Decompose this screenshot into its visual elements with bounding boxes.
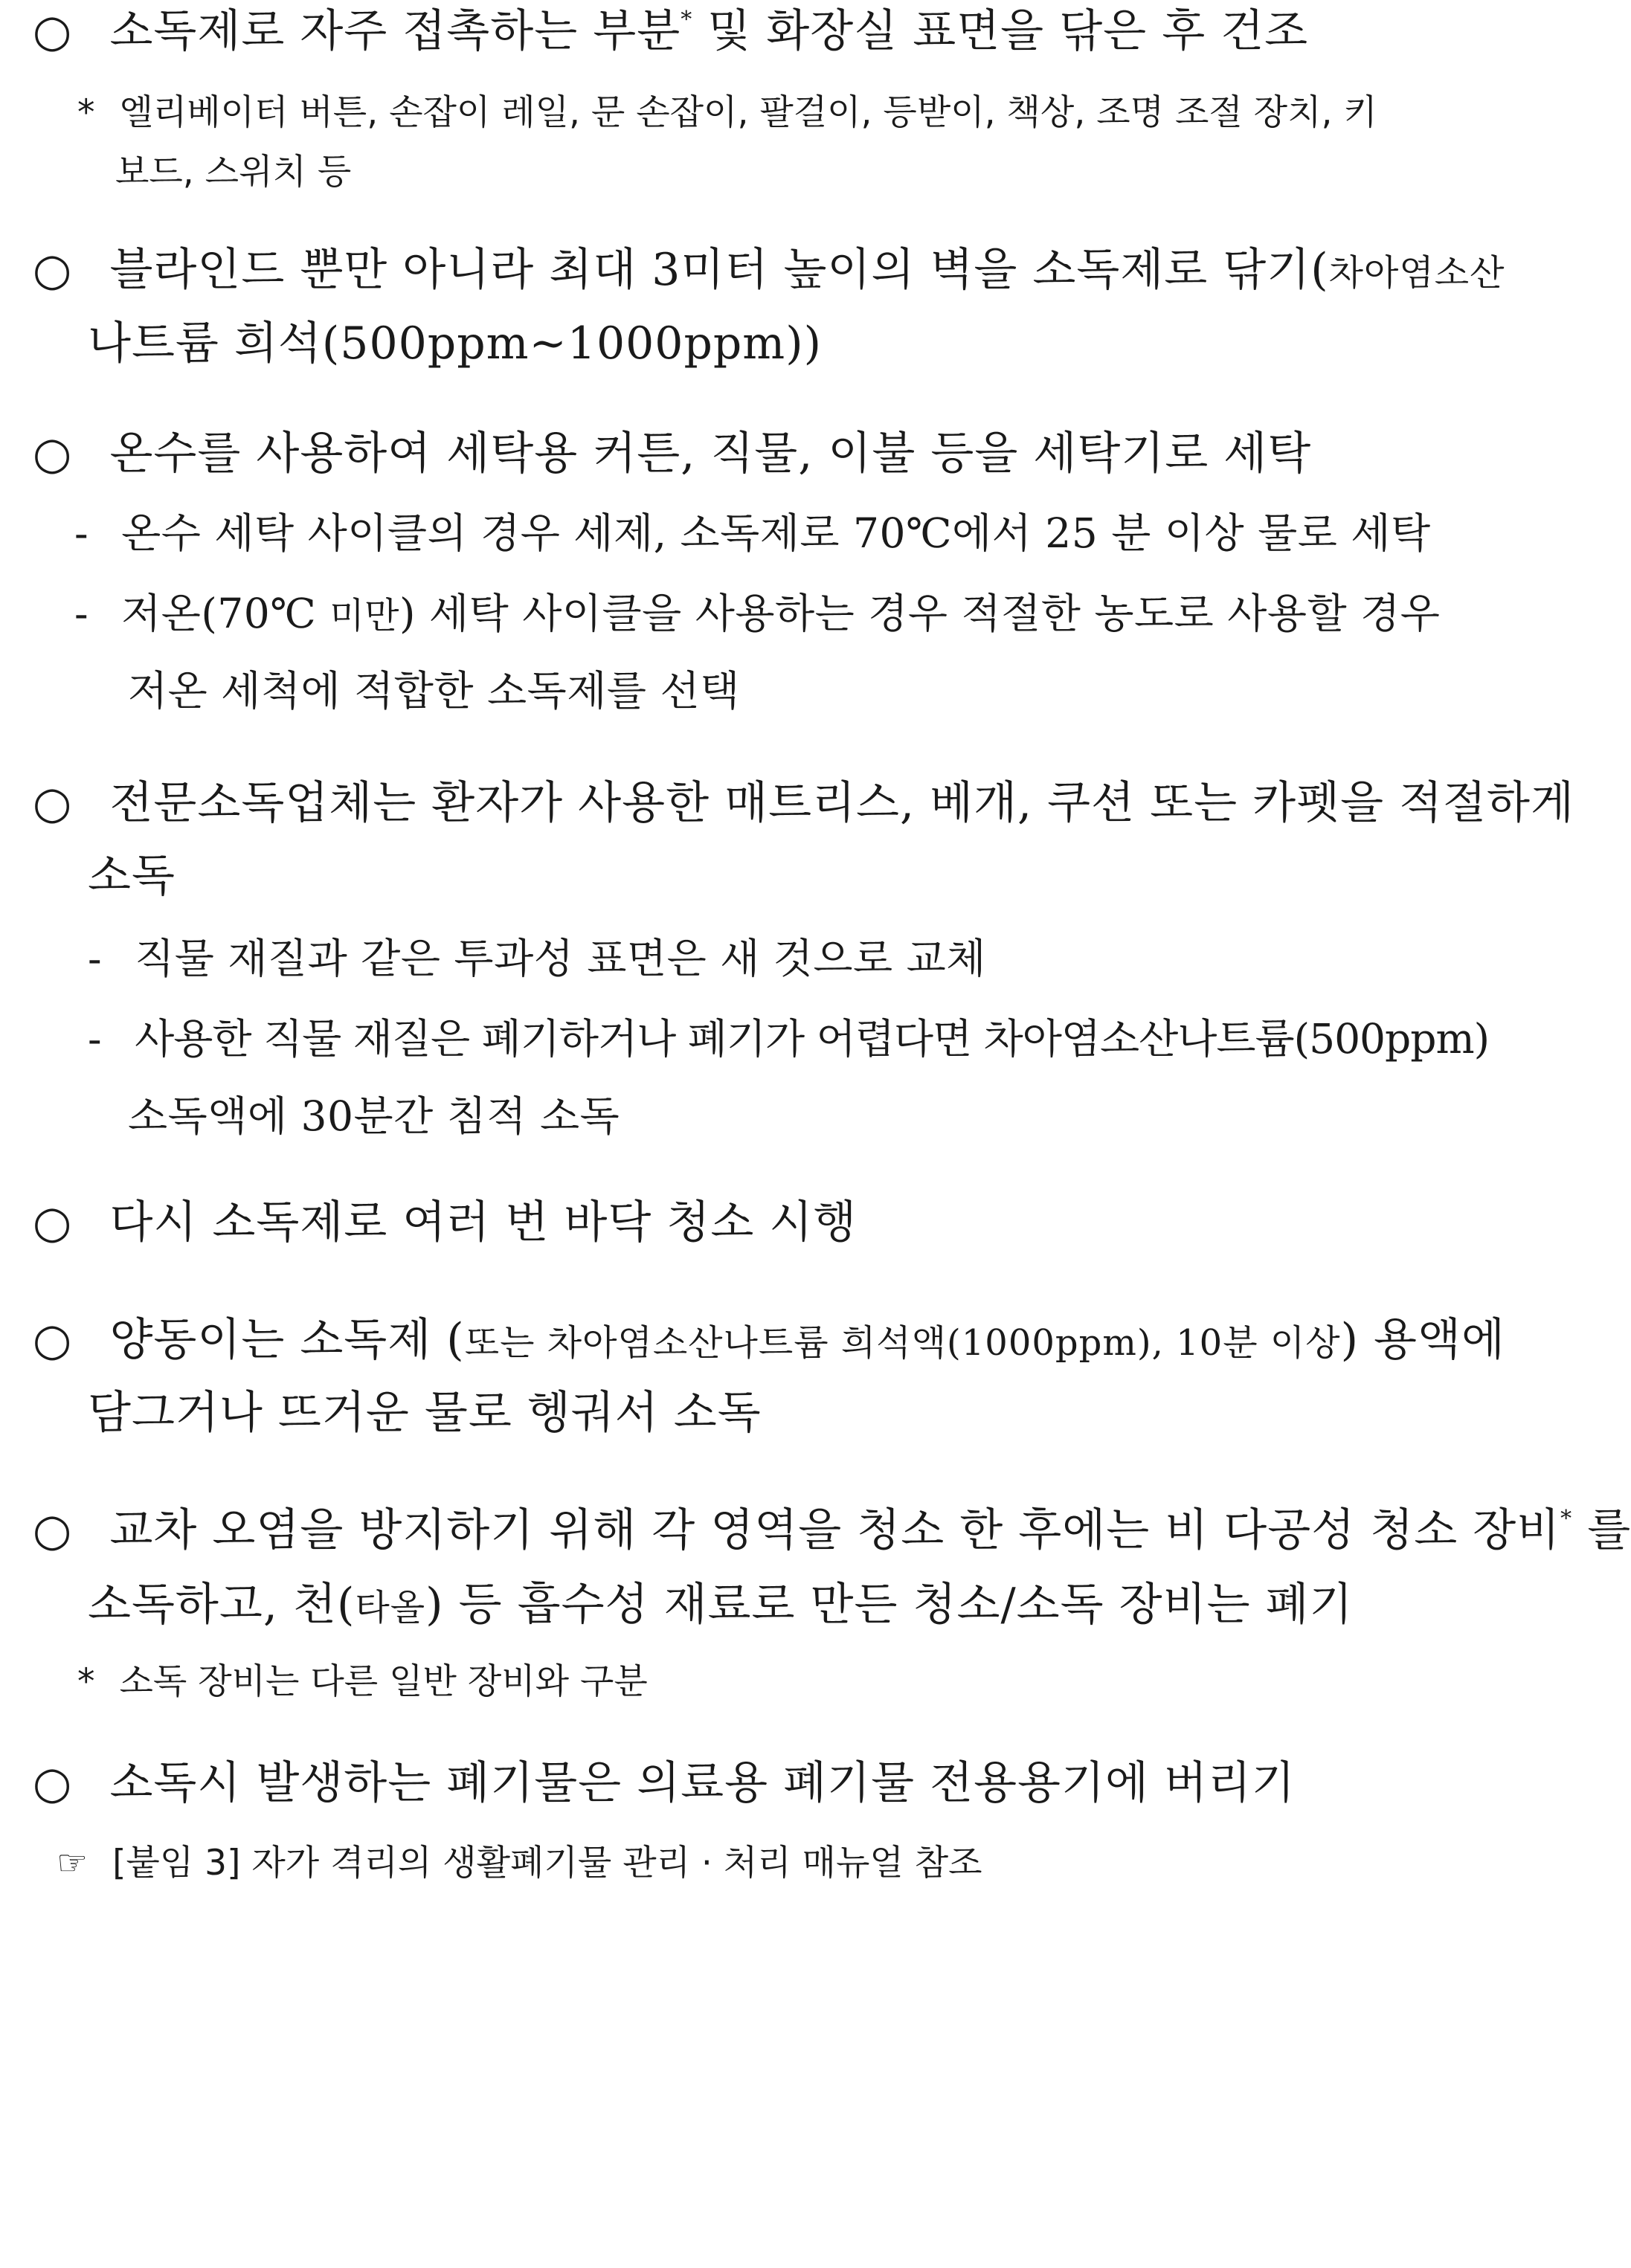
section-1-note xyxy=(77,92,1377,133)
section-3-item-2-pre: 저온(70℃ xyxy=(121,590,330,637)
circle-bullet: ○ xyxy=(33,777,73,829)
dash-marker: - xyxy=(88,1015,103,1063)
section-6-small2: 분 이상 xyxy=(1223,1322,1341,1364)
section-3-item-2 xyxy=(74,590,1441,637)
section-3-line xyxy=(33,428,1312,480)
section-4-item-1 xyxy=(88,935,986,982)
section-5-line xyxy=(33,1196,858,1249)
circle-bullet: ○ xyxy=(33,1314,73,1366)
section-3-item-1 xyxy=(74,509,1431,557)
note-marker: * xyxy=(77,1661,95,1702)
section-3-text: 온수를 사용하여 세탁용 커튼, 직물, 이불 등을 세탁기로 세탁 xyxy=(109,428,1312,480)
section-1-note-line1: 엘리베이터 버튼, 손잡이 레일, 문 손잡이, 팔걸이, 등받이, 책상, 조명 조절 장치, 키 xyxy=(119,92,1377,133)
section-3-item-1-text: 온수 세탁 사이클의 경우 세제, 소독제로 70℃에서 25 분 이상 물로 세탁 xyxy=(121,509,1431,557)
reference-text: [붙임 3] 자가 격리의 생활폐기물 관리 · 처리 매뉴얼 참조 xyxy=(112,1843,982,1884)
section-4-item-1-text: 직물 재질과 같은 투과성 표면은 새 것으로 교체 xyxy=(135,935,986,982)
pointing-hand-icon: ☞ xyxy=(57,1843,89,1884)
section-4-item-2-text: 사용한 직물 재질은 폐기하거나 폐기가 어렵다면 차아염소산나트륨(500ppm) xyxy=(135,1015,1490,1063)
note-marker: * xyxy=(77,92,95,133)
section-4-item-2-line2: 소독액에 30분간 침적 소독 xyxy=(128,1092,620,1140)
section-4-line2: 소독 xyxy=(88,850,176,902)
section-7-line2 xyxy=(88,1579,1354,1631)
section-7-note xyxy=(77,1661,648,1702)
section-1-line xyxy=(33,5,1309,57)
section-7-note-text: 소독 장비는 다른 일반 장비와 구분 xyxy=(119,1661,648,1702)
reference-line xyxy=(57,1843,982,1884)
section-6-small: 또는 차아염소산나트륨 희석액 xyxy=(464,1322,948,1364)
section-7-line2-pre: 소독하고, 천( xyxy=(88,1579,356,1631)
circle-bullet: ○ xyxy=(33,1757,73,1809)
circle-bullet: ○ xyxy=(33,428,73,480)
dash-marker: - xyxy=(74,590,89,637)
circle-bullet: ○ xyxy=(33,244,73,296)
section-3-item-2-post: ) 세탁 사이클을 사용하는 경우 적절한 농도로 사용할 경우 xyxy=(399,590,1441,637)
section-8-text: 소독시 발생하는 폐기물은 의료용 폐기물 전용용기에 버리기 xyxy=(109,1757,1296,1809)
section-7-line xyxy=(33,1504,1631,1556)
section-6-pre: 양동이는 소독제 ( xyxy=(109,1314,465,1366)
section-6-line2: 담그거나 뜨거운 물로 헹궈서 소독 xyxy=(88,1387,762,1439)
section-2-text-small: 차아염소산 xyxy=(1328,252,1505,294)
section-5-text: 다시 소독제로 여러 번 바닥 청소 시행 xyxy=(109,1196,858,1249)
section-4-line xyxy=(33,777,1574,829)
section-7-line2-post: ) 등 흡수성 재료로 만든 청소/소독 장비는 폐기 xyxy=(425,1579,1354,1631)
section-3-item-2-line2: 저온 세척에 적합한 소독제를 선택 xyxy=(128,667,740,715)
section-7-line2-small: 타올 xyxy=(355,1587,426,1628)
dash-marker: - xyxy=(88,935,103,982)
circle-bullet: ○ xyxy=(33,5,73,57)
section-7-text-after: 를 xyxy=(1572,1504,1631,1556)
section-1-text: 소독제로 자주 접촉하는 부분 xyxy=(109,5,681,57)
circle-bullet: ○ xyxy=(33,1196,73,1249)
circle-bullet: ○ xyxy=(33,1504,73,1556)
section-2-line2: 나트륨 희석(500ppm~1000ppm)) xyxy=(88,318,823,370)
dash-marker: - xyxy=(74,509,89,557)
footnote-marker: * xyxy=(1560,1506,1573,1532)
section-8-line xyxy=(33,1757,1296,1809)
section-4-text: 전문소독업체는 환자가 사용한 매트리스, 베개, 쿠션 또는 카펫을 적절하게 xyxy=(109,777,1574,829)
section-7-text: 교차 오염을 방지하기 위해 각 영역을 청소 한 후에는 비 다공성 청소 장비 xyxy=(109,1504,1561,1556)
footnote-marker: * xyxy=(681,7,693,33)
section-6-post: ) 용액에 xyxy=(1340,1314,1505,1366)
section-6-mid: (1000ppm), 10 xyxy=(947,1322,1223,1364)
section-1-note-line2: 보드, 스위치 등 xyxy=(115,152,352,193)
section-2-line xyxy=(33,244,1505,296)
section-4-item-2 xyxy=(88,1015,1490,1063)
section-6-line xyxy=(33,1314,1505,1366)
section-1-text-after: 및 화장실 표면을 닦은 후 건조 xyxy=(692,5,1309,57)
section-3-item-2-small: 미만 xyxy=(329,595,400,637)
section-2-text: 블라인드 뿐만 아니라 최대 3미터 높이의 벽을 소독제로 닦기( xyxy=(109,244,1329,296)
